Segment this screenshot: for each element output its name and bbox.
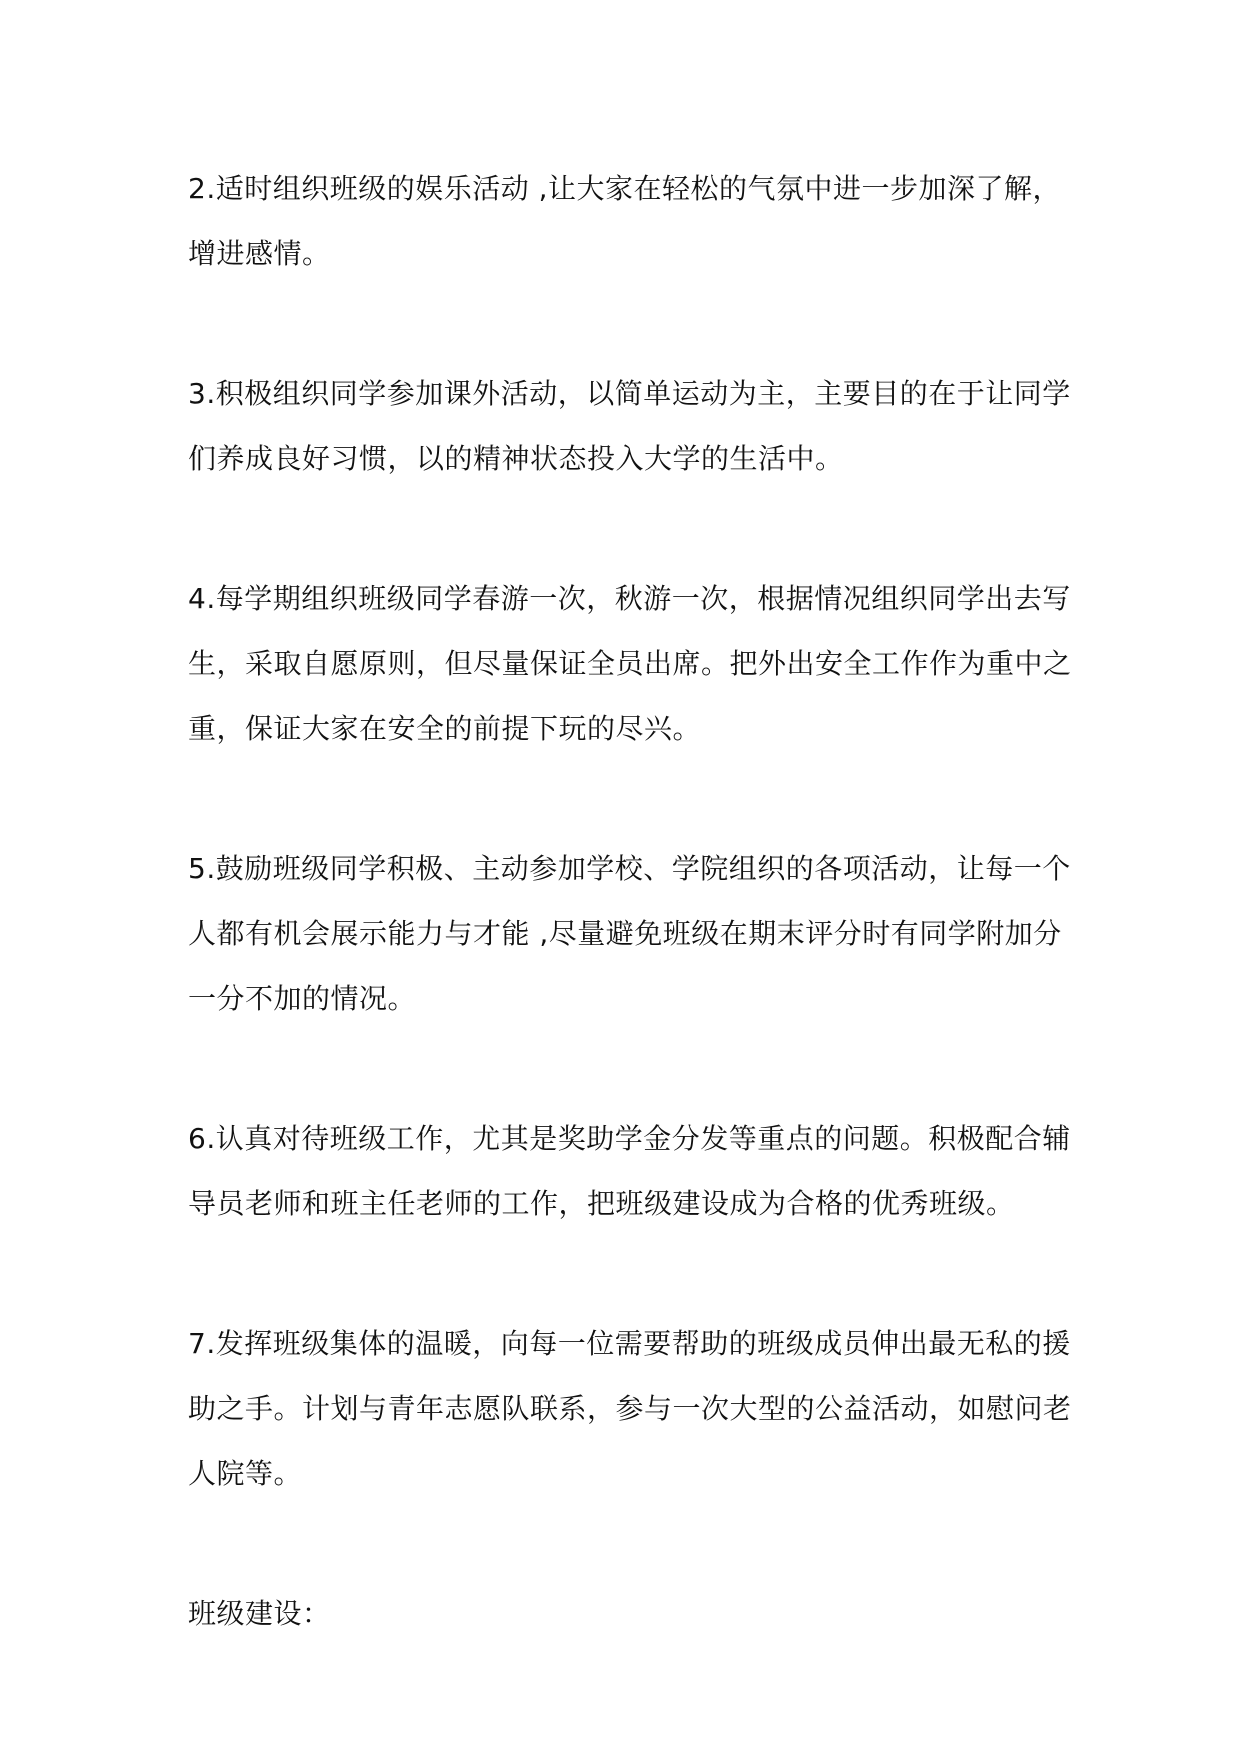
document-body [188,156,1088,1646]
paragraph-item-6: 6.认真对待班级工作，尤其是奖助学金分发等重点的问题。积极配合辅导员老师和班主任老师的工作，把班级建设成为合格的优秀班级。 [188,1122,1071,1220]
paragraph-item-4: 4.每学期组织班级同学春游一次，秋游一次，根据情况组织同学出去写生，采取自愿原则，但尽量保证全员出席。把外出安全工作作为重中之重，保证大家在安全的前提下玩的尽兴。 [188,582,1072,745]
paragraph-item-5: 5.鼓励班级同学积极、主动参加学校、学院组织的各项活动，让每一个人都有机会展示能力与才能 ,尽量避免班级在期末评分时有同学附加分一分不加的情况。 [188,852,1071,1015]
section-heading: 班级建设： [188,1597,331,1630]
paragraph-item-7: 7.发挥班级集体的温暖，向每一位需要帮助的班级成员伸出最无私的援助之手。计划与青年志愿队联系，参与一次大型的公益活动，如慰问老人院等。 [188,1327,1072,1490]
paragraph-item-3: 3.积极组织同学参加课外活动，以简单运动为主，主要目的在于让同学们养成良好习惯，以的精神状态投入大学的生活中。 [188,377,1071,475]
paragraph-item-2: 2.适时组织班级的娱乐活动 ,让大家在轻松的气氛中进一步加深了解，增进感情。 [188,172,1062,270]
